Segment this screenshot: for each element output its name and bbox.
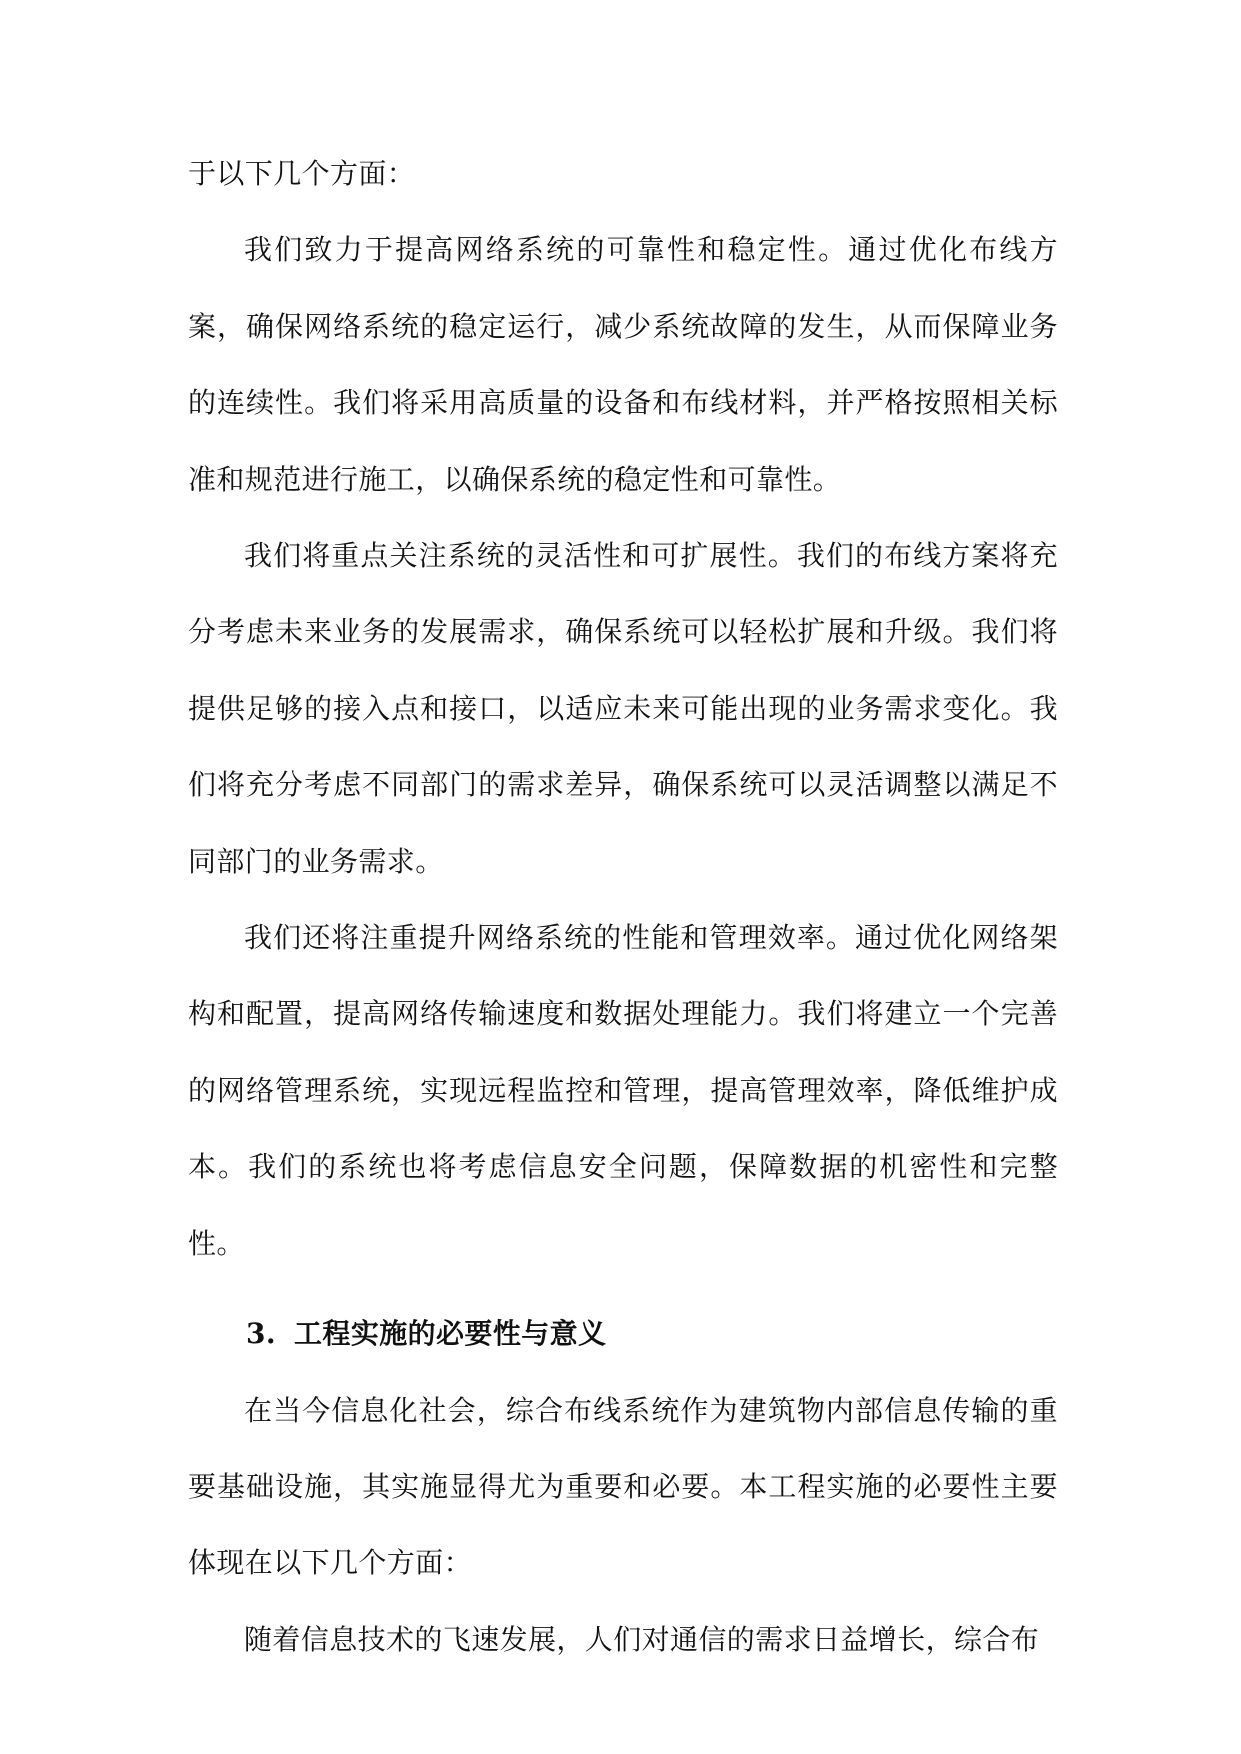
section-number: 3.: [246, 1317, 277, 1351]
paragraph-development: 随着信息技术的飞速发展，人们对通信的需求日益增长，综合布: [244, 1622, 1040, 1656]
section-heading: [188, 1296, 1058, 1372]
paragraph-necessity: 在当今信息化社会，综合布线系统作为建筑物内部信息传输的重要基础设施，其实施显得尤为重要和必要。本工程实施的必要性主要体现在以下几个方面：: [188, 1393, 1058, 1580]
paragraph-continuation: 于以下几个方面：: [188, 157, 416, 190]
paragraph-reliability: 我们致力于提高网络系统的可靠性和稳定性。通过优化布线方案，确保网络系统的稳定运行，减少系统故障的发生，从而保障业务的连续性。我们将采用高质量的设备和布线材料，并严格按照相关标准和规范进行施工，以确保系统的稳定性和可靠性。: [188, 233, 1058, 496]
document-body: [188, 136, 1058, 1678]
paragraph-performance: 我们还将注重提升网络系统的性能和管理效率。通过优化网络架构和配置，提高网络传输速度和数据处理能力。我们将建立一个完善的网络管理系统，实现远程监控和管理，提高管理效率，降低维护成本。我们的系统也将考虑信息安全问题，保障数据的机密性和完整性。: [188, 921, 1058, 1260]
paragraph-flexibility: 我们将重点关注系统的灵活性和可扩展性。我们的布线方案将充分考虑未来业务的发展需求，确保系统可以轻松扩展和升级。我们将提供足够的接入点和接口，以适应未来可能出现的业务需求变化。我们将充分考虑不同部门的需求差异，确保系统可以灵活调整以满足不同部门的业务需求。: [188, 539, 1058, 878]
section-title: 工程实施的必要性与意义: [294, 1317, 607, 1351]
